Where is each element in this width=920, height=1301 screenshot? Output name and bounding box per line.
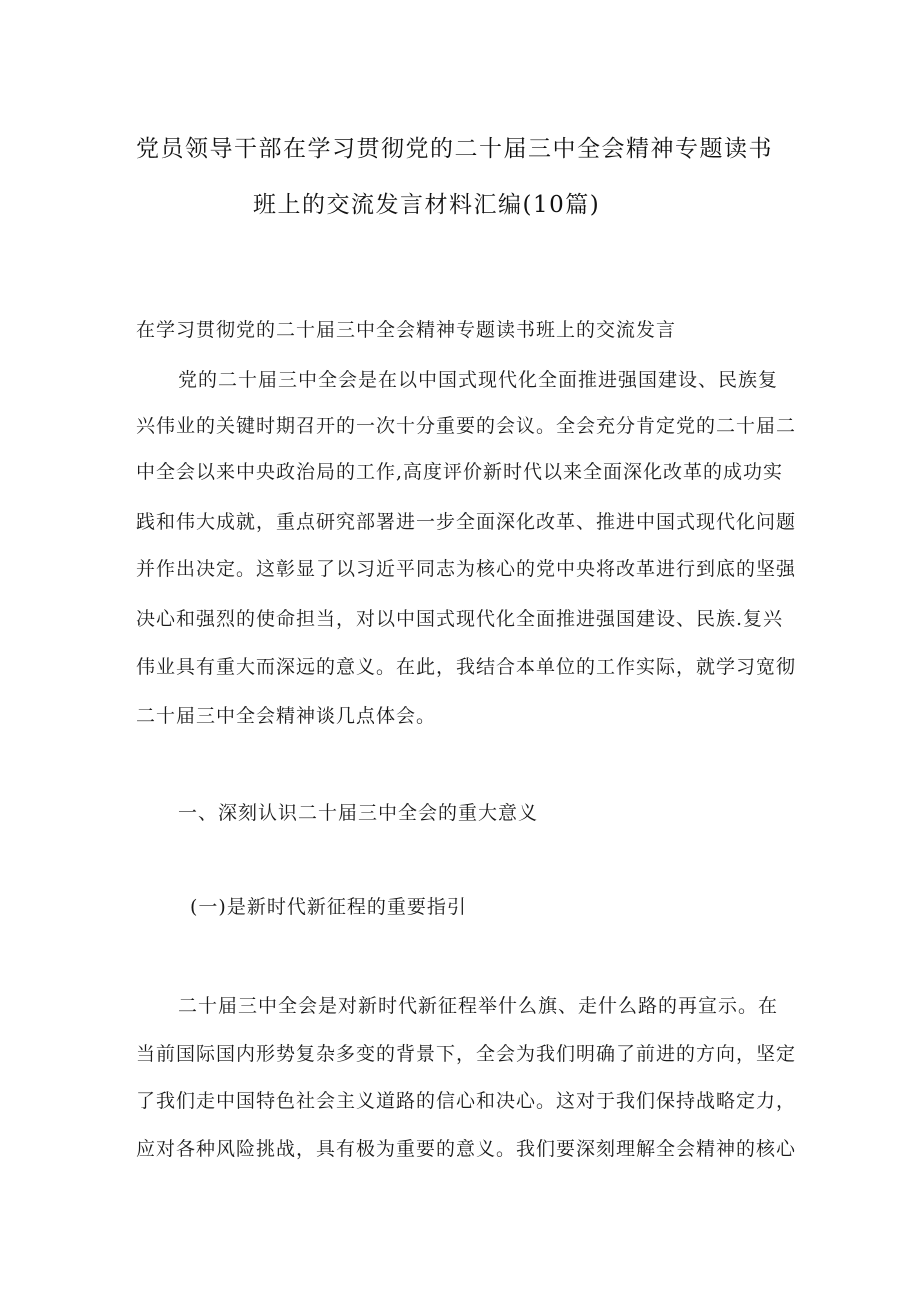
- paragraph-line: 决心和强烈的使命担当，对以中国式现代化全面推进强国建设、民族.复兴: [136, 608, 784, 630]
- paragraph-line: 党的二十届三中全会是在以中国式现代化全面推进强国建设、民族复: [178, 369, 779, 391]
- paragraph-line: 了我们走中国特色社会主义道路的信心和决心。这对于我们保持战略定力，: [136, 1090, 797, 1112]
- paragraph-line: 践和伟大成就，重点研究部署进一步全面深化改革、推进中国式现代化问题: [136, 511, 797, 533]
- heading-level-2: (一)是新时代新征程的重要指引: [190, 896, 467, 918]
- paragraph-line: 兴伟业的关键时期召开的一次十分重要的会议。全会充分肯定党的二十届二: [136, 415, 797, 437]
- document-title-line-2: 班上的交流发言材料汇编(10篇): [253, 192, 601, 218]
- paragraph-line: 当前国际国内形势复杂多变的背景下，全会为我们明确了前进的方向，坚定: [136, 1043, 797, 1065]
- paragraph-line: 二十届三中全会精神谈几点体会。: [136, 705, 437, 727]
- paragraph-line: 中全会以来中央政治局的工作,高度评价新时代以来全面深化改革的成功实: [136, 461, 784, 483]
- document-title-line-1: 党员领导干部在学习贯彻党的二十届三中全会精神专题读书: [136, 136, 773, 162]
- paragraph-line: 并作出决定。这彰显了以习近平同志为核心的党中央将改革进行到底的坚强: [136, 558, 797, 580]
- paragraph-line: 伟业具有重大而深远的意义。在此，我结合本单位的工作实际，就学习宽彻: [136, 656, 797, 678]
- heading-level-1: 一、深刻认识二十届三中全会的重大意义: [178, 802, 539, 824]
- paragraph-line: 二十届三中全会是对新时代新征程举什么旗、走什么路的再宣示。在: [178, 995, 779, 1017]
- paragraph-line: 应对各种风险挑战，具有极为重要的意义。我们要深刻理解全会精神的核心: [136, 1138, 797, 1160]
- section-subtitle: 在学习贯彻党的二十届三中全会精神专题读书班上的交流发言: [136, 319, 677, 341]
